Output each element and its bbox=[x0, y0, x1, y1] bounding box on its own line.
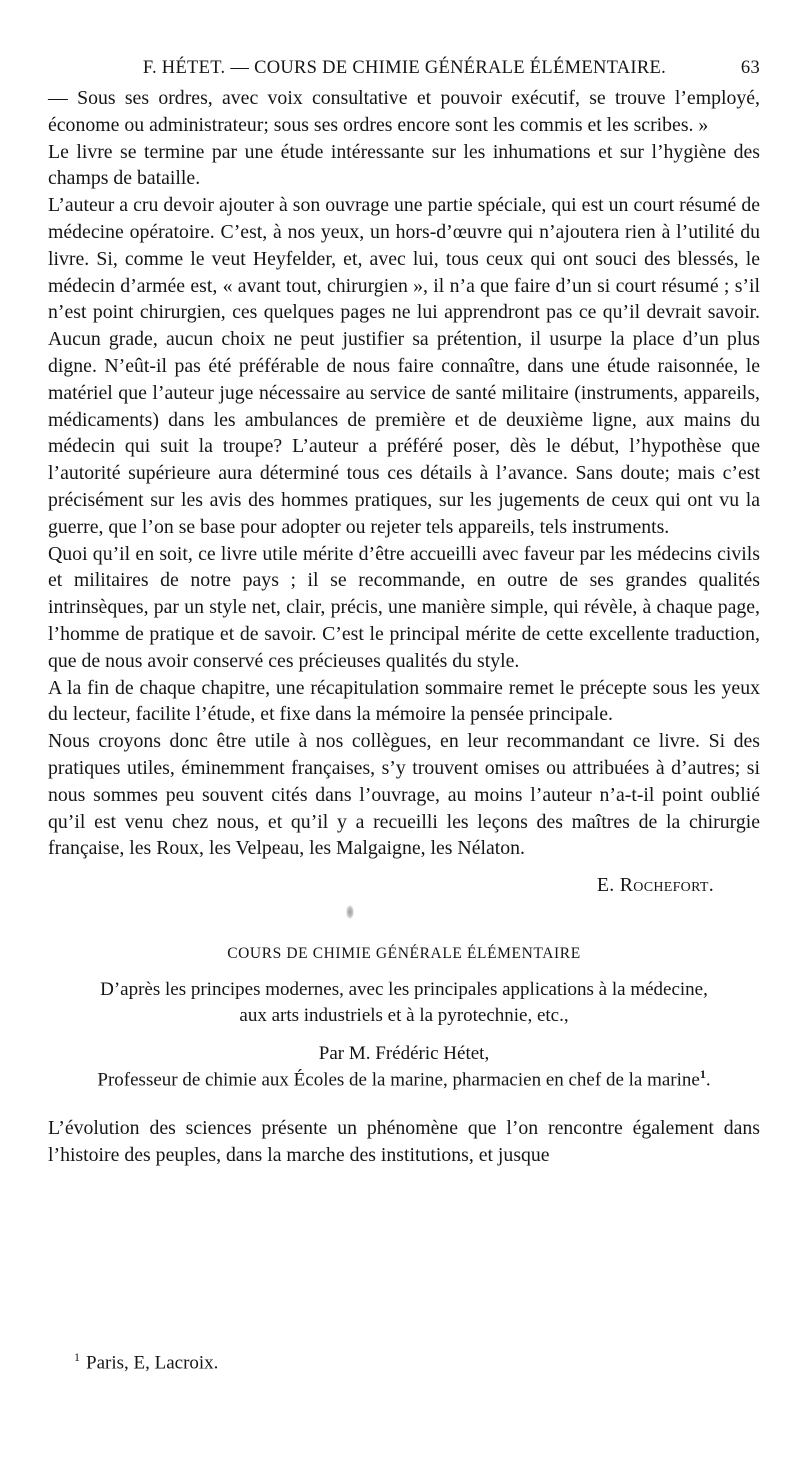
paragraph: Le livre se termine par une étude intéressante sur les inhumations et sur l’hygiène des champs de bataille. bbox=[48, 140, 760, 190]
ornament-mark bbox=[346, 905, 354, 919]
author-line: Par M. Frédéric Hétet, bbox=[318, 1043, 490, 1065]
page bbox=[48, 58, 760, 1169]
subtitle-line: D’après les principes modernes, avec les principales applications à la médecine, bbox=[100, 979, 708, 1001]
footnote bbox=[74, 1350, 218, 1374]
review-body bbox=[48, 85, 760, 862]
section-subtitle bbox=[48, 977, 760, 1029]
signature: E. Rochefort. bbox=[596, 874, 714, 897]
paragraph: L’auteur a cru devoir ajouter à son ouvrage une partie spéciale, qui est un court résumé de médecine opératoire. C’est, à nos yeux, un hors-d’œuvre qui n’ajoutera rien à l’utilité du livre. Si, comme le veut Heyfelder, et, avec lui, tous ceux qui ont souci des blessés, le médecin d’armée est, « avant tout, chirurgien », il n’a que faire d’un si court résumé ; s’il n’est point chirurgien, ces quelques pages ne lui apprendront pas ce qu’il devrait savoir. Aucun grade, aucun choix ne peut justifier sa prétention, il usurpe la place d’un plus digne. N’eût-il pas été préférable de nous faire connaître, dans une étude raisonnée, le matériel que l’auteur juge nécessaire au service de santé militaire (instruments, appareils, médicaments) dans les ambulances de première et de deuxième ligne, aux mains du médecin qui suit la troupe? L’auteur a préféré poser, dès le début, l’hypothèse que l’autorité supérieure aura déterminé tous ces détails à l’avance. Sans doute; mais c’est précisément sur les avis des hommes pratiques, sur les jugements de ceux qui ont vu la guerre, que l’on se base pour adopter ou rejeter tels appareils, tels instruments. bbox=[48, 194, 760, 538]
paragraph: Quoi qu’il en soit, ce livre utile mérite d’être accueilli avec faveur par les médecins civils et militaires de notre pays ; il se recommande, en outre de ses grandes qualités intrinsèques, par un style net, clair, précis, une manière simple, qui révèle, à chaque page, l’homme de pratique et de savoir. C’est le principal mérite de cette excellente traduction, que de nous avoir conservé ces précieuses qualités du style. bbox=[48, 542, 760, 672]
paragraph: A la fin de chaque chapitre, une récapitulation sommaire remet le précepte sous les yeux du lecteur, facilite l’étude, et fixe dans la mémoire la pensée principale. bbox=[48, 676, 760, 726]
footnote-reference: 1 bbox=[699, 1067, 706, 1082]
subtitle-line: aux arts industriels et à la pyrotechnie, etc., bbox=[239, 1005, 569, 1027]
footnote-marker: 1 bbox=[74, 1350, 80, 1364]
running-title: F. HÉTET. — COURS DE CHIMIE GÉNÉRALE ÉLÉMENTAIRE. bbox=[142, 58, 667, 78]
section-title: COURS DE CHIMIE GÉNÉRALE ÉLÉMENTAIRE bbox=[227, 945, 581, 963]
review-intro: L’évolution des sciences présente un phénomène que l’on rencontre également dans l’histoire des peuples, dans la marche des institutions, et jusque bbox=[48, 1117, 760, 1167]
paragraph: — Sous ses ordres, avec voix consultative et pouvoir exécutif, se trouve l’employé, économe ou administrateur; sous ses ordres encore sont les commis et les scribes. » bbox=[48, 87, 760, 136]
author-title-text: Professeur de chimie aux Écoles de la marine, pharmacien en chef de la marine bbox=[97, 1069, 700, 1091]
running-header bbox=[48, 58, 760, 79]
footnote-text: Paris, E, Lacroix. bbox=[86, 1352, 219, 1374]
paragraph: Nous croyons donc être utile à nos collègues, en leur recommandant ce livre. Si des pratiques utiles, éminemment françaises, s’y trouvent omises ou attribuées à d’autres; si nous sommes peu souvent cités dans l’ouvrage, au moins l’auteur n’a-t-il point oublié qu’il est venu chez nous, et qu’il y a recueilli les leçons des maîtres de la chirurgie française, les Roux, les Velpeau, les Malgaigne, les Nélaton. bbox=[48, 730, 760, 860]
page-number: 63 bbox=[740, 58, 760, 78]
author-title: Professeur de chimie aux Écoles de la marine, pharmacien en chef de la marine$^1$. bbox=[97, 1067, 711, 1091]
